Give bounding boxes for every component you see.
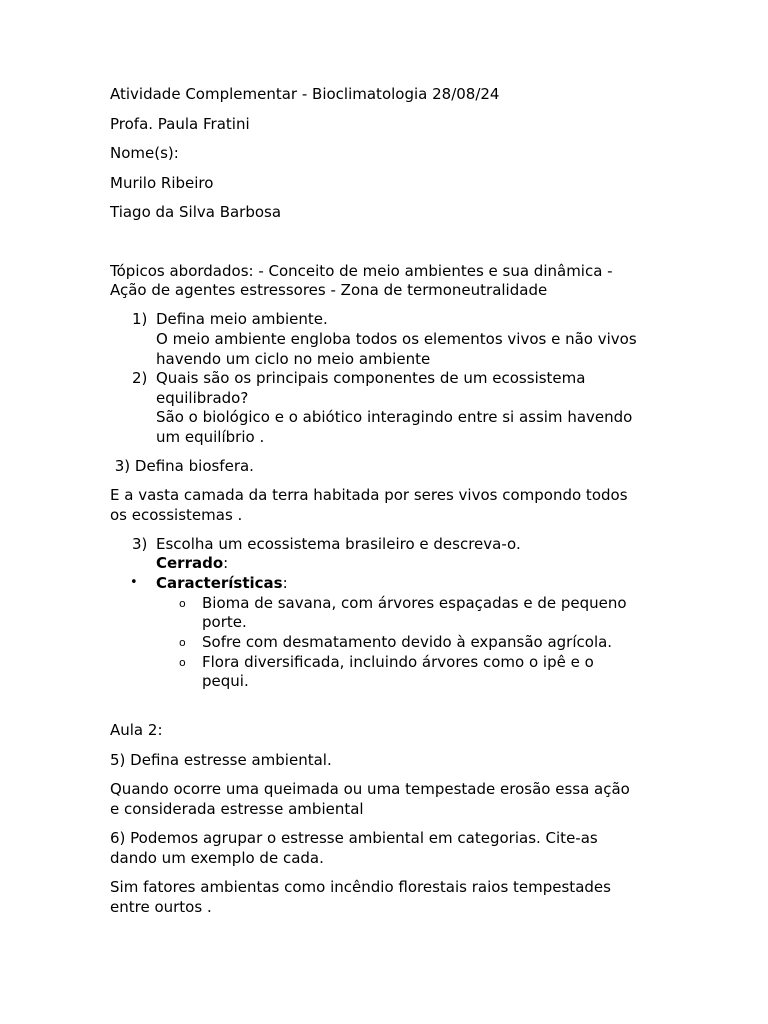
answer-text: Sim fatores ambientas como incêndio florestais raios tempestades — [110, 878, 611, 896]
question-text: dando um exemplo de cada. — [110, 849, 324, 867]
question-text: Defina meio ambiente. — [156, 310, 328, 328]
list-number: 2) — [132, 369, 148, 387]
biome-name: Cerrado: — [156, 554, 229, 572]
list-number: 1) — [132, 310, 148, 328]
names-label: Nome(s): — [110, 144, 179, 162]
question-text: Quais são os principais componentes de um ecossistema — [156, 369, 586, 387]
answer-text: Quando ocorre uma queimada ou uma tempestade erosão essa ação — [110, 780, 630, 798]
sub-bullet-marker: o — [179, 636, 186, 649]
answer-text: os ecossistemas . — [110, 506, 243, 524]
features-label: Características: — [156, 574, 288, 592]
topics-line: Ação de agentes estressores - Zona de termoneutralidade — [110, 281, 548, 299]
student-name: Murilo Ribeiro — [110, 174, 214, 192]
bullet-marker: • — [130, 575, 138, 590]
student-name: Tiago da Silva Barbosa — [110, 203, 282, 221]
teacher-name: Profa. Paula Fratini — [110, 115, 250, 133]
question-text: 3) Defina biosfera. — [110, 457, 254, 475]
list-number: 3) — [132, 535, 148, 553]
question-text: 5) Defina estresse ambiental. — [110, 751, 332, 769]
feature-item: Flora diversificada, incluindo árvores como o ipê e o — [202, 653, 594, 671]
feature-item: pequi. — [202, 672, 249, 690]
answer-text: E a vasta camada da terra habitada por seres vivos compondo todos — [110, 486, 628, 504]
answer-text: O meio ambiente engloba todos os elementos vivos e não vivos — [156, 330, 637, 348]
answer-text: e considerada estresse ambiental — [110, 800, 364, 818]
section-heading: Aula 2: — [110, 721, 163, 739]
sub-bullet-marker: o — [179, 656, 186, 669]
sub-bullet-marker: o — [179, 597, 186, 610]
feature-item: Bioma de savana, com árvores espaçadas e de pequeno — [202, 594, 627, 612]
answer-text: havendo um ciclo no meio ambiente — [156, 350, 431, 368]
question-text: 6) Podemos agrupar o estresse ambiental em categorias. Cite-as — [110, 829, 598, 847]
answer-text: entre ourtos . — [110, 898, 212, 916]
question-text: Escolha um ecossistema brasileiro e descreva-o. — [156, 535, 521, 553]
answer-text: São o biológico e o abiótico interagindo entre si assim havendo — [156, 408, 633, 426]
feature-item: porte. — [202, 613, 247, 631]
document-title: Atividade Complementar - Bioclimatologia 28/08/24 — [110, 85, 500, 103]
question-text: equilibrado? — [156, 389, 249, 407]
answer-text: um equilíbrio . — [156, 428, 265, 446]
feature-item: Sofre com desmatamento devido à expansão agrícola. — [202, 633, 613, 651]
topics-line: Tópicos abordados: - Conceito de meio ambientes e sua dinâmica - — [110, 262, 613, 280]
